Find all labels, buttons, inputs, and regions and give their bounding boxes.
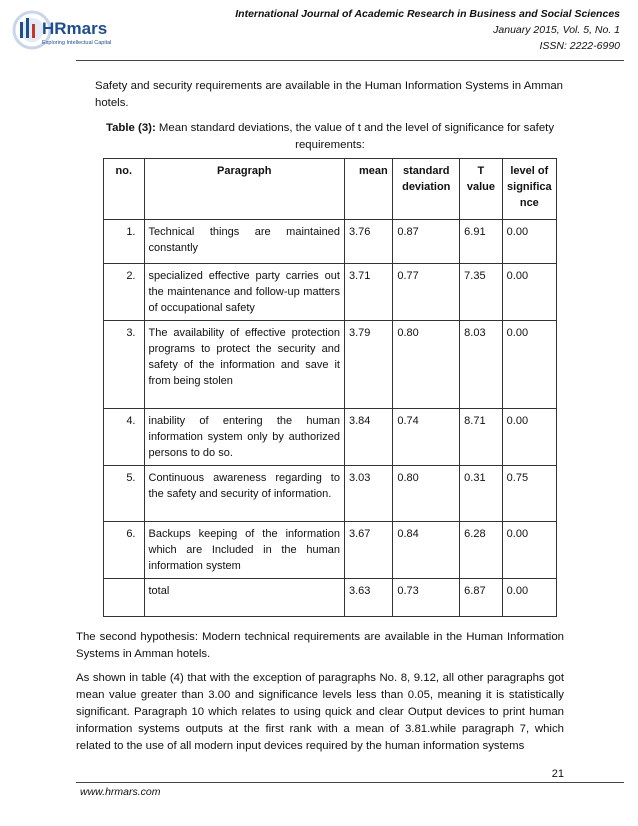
cell-mean: 3.76 [344, 220, 392, 264]
cell-no [104, 579, 145, 617]
hrmars-logo-mark [12, 4, 124, 56]
cell-no: 4. [104, 409, 145, 466]
cell-sig: 0.00 [502, 522, 556, 579]
table-caption-label: Table (3): [105, 122, 156, 134]
cell-sig: 0.00 [502, 321, 556, 409]
table-header-row [104, 159, 557, 220]
cell-paragraph: Continuous awareness regarding to the safety and security of information. [144, 466, 344, 522]
cell-sd: 0.84 [393, 522, 460, 579]
cell-t: 7.35 [460, 264, 503, 321]
cell-sd: 0.74 [393, 409, 460, 466]
cell-sig: 0.00 [502, 264, 556, 321]
page-number: 21 [551, 768, 564, 780]
logo-text: HRmars [42, 19, 108, 38]
cell-mean: 3.03 [344, 466, 392, 522]
header-paragraph: Paragraph [144, 159, 344, 220]
header-divider [76, 60, 624, 61]
header-standard-deviation: standard deviation [393, 159, 460, 220]
cell-paragraph: The availability of effective protection programs to protect the security and safety of the information and save it from being stolen [144, 321, 344, 409]
hrmars-logo [12, 4, 124, 56]
logo-tagline: Exploring Intellectual Capital [42, 40, 112, 46]
cell-mean: 3.71 [344, 264, 392, 321]
cell-sig: 0.75 [502, 466, 556, 522]
cell-no: 5. [104, 466, 145, 522]
cell-mean: 3.84 [344, 409, 392, 466]
cell-mean: 3.63 [344, 579, 392, 617]
cell-t: 0.31 [460, 466, 503, 522]
cell-sd: 0.77 [393, 264, 460, 321]
cell-no: 3. [104, 321, 145, 409]
table-caption [90, 120, 570, 154]
journal-issue: January 2015, Vol. 5, No. 1 [493, 24, 620, 36]
footer-url: www.hrmars.com [80, 786, 161, 798]
journal-issue-block [493, 22, 620, 54]
cell-paragraph: Backups keeping of the information which are Included in the human information system [144, 522, 344, 579]
cell-sd: 0.80 [393, 321, 460, 409]
table-row [104, 220, 557, 264]
journal-title: International Journal of Academic Research in Business and Social Sciences [235, 8, 620, 20]
cell-sd: 0.80 [393, 466, 460, 522]
cell-paragraph: total [144, 579, 344, 617]
journal-issn: ISSN: 2222-6990 [539, 40, 620, 52]
table-row [104, 264, 557, 321]
header-no: no. [104, 159, 145, 220]
cell-t: 6.87 [460, 579, 503, 617]
cell-sd: 0.87 [393, 220, 460, 264]
intro-paragraph: Safety and security requirements are available in the Human Information Systems in Amman hotels. [95, 80, 563, 109]
cell-t: 8.71 [460, 409, 503, 466]
cell-mean: 3.67 [344, 522, 392, 579]
cell-sig: 0.00 [502, 409, 556, 466]
cell-paragraph: inability of entering the human information system only by authorized persons to do so. [144, 409, 344, 466]
table-row [104, 409, 557, 466]
table-row [104, 466, 557, 522]
cell-no: 6. [104, 522, 145, 579]
cell-no: 1. [104, 220, 145, 264]
header-t-value: T value [460, 159, 503, 220]
cell-no: 2. [104, 264, 145, 321]
header-mean: mean [344, 159, 392, 220]
cell-t: 8.03 [460, 321, 503, 409]
cell-sig: 0.00 [502, 220, 556, 264]
footer-divider [76, 782, 624, 783]
table-row [104, 522, 557, 579]
header-significance: level of significa nce [502, 159, 556, 220]
cell-paragraph: specialized effective party carries out the maintenance and follow-up matters of occupational safety [144, 264, 344, 321]
cell-sig: 0.00 [502, 579, 556, 617]
cell-t: 6.28 [460, 522, 503, 579]
safety-requirements-table [103, 158, 557, 617]
table-row [104, 321, 557, 409]
cell-t: 6.91 [460, 220, 503, 264]
cell-mean: 3.79 [344, 321, 392, 409]
cell-paragraph: Technical things are maintained constantly [144, 220, 344, 264]
table4-paragraph: As shown in table (4) that with the exception of paragraphs No. 8, 9.12, all other paragraphs got mean value greater than 3.00 and significance levels less than 0.05, meaning it is statistically significant. Paragraph 10 which relates to using quick and clear Output devices to print human information systems outputs at the first rank with a mean of 3.81.while paragraph 7, which related to the use of all modern input devices required by the human information systems [76, 672, 564, 752]
cell-sd: 0.73 [393, 579, 460, 617]
hypothesis-paragraph: The second hypothesis: Modern technical requirements are available in the Human Information Systems in Amman hotels. [76, 631, 564, 660]
table-total-row [104, 579, 557, 617]
table-caption-text: Mean standard deviations, the value of t and the level of significance for safety requirements: [155, 122, 555, 151]
